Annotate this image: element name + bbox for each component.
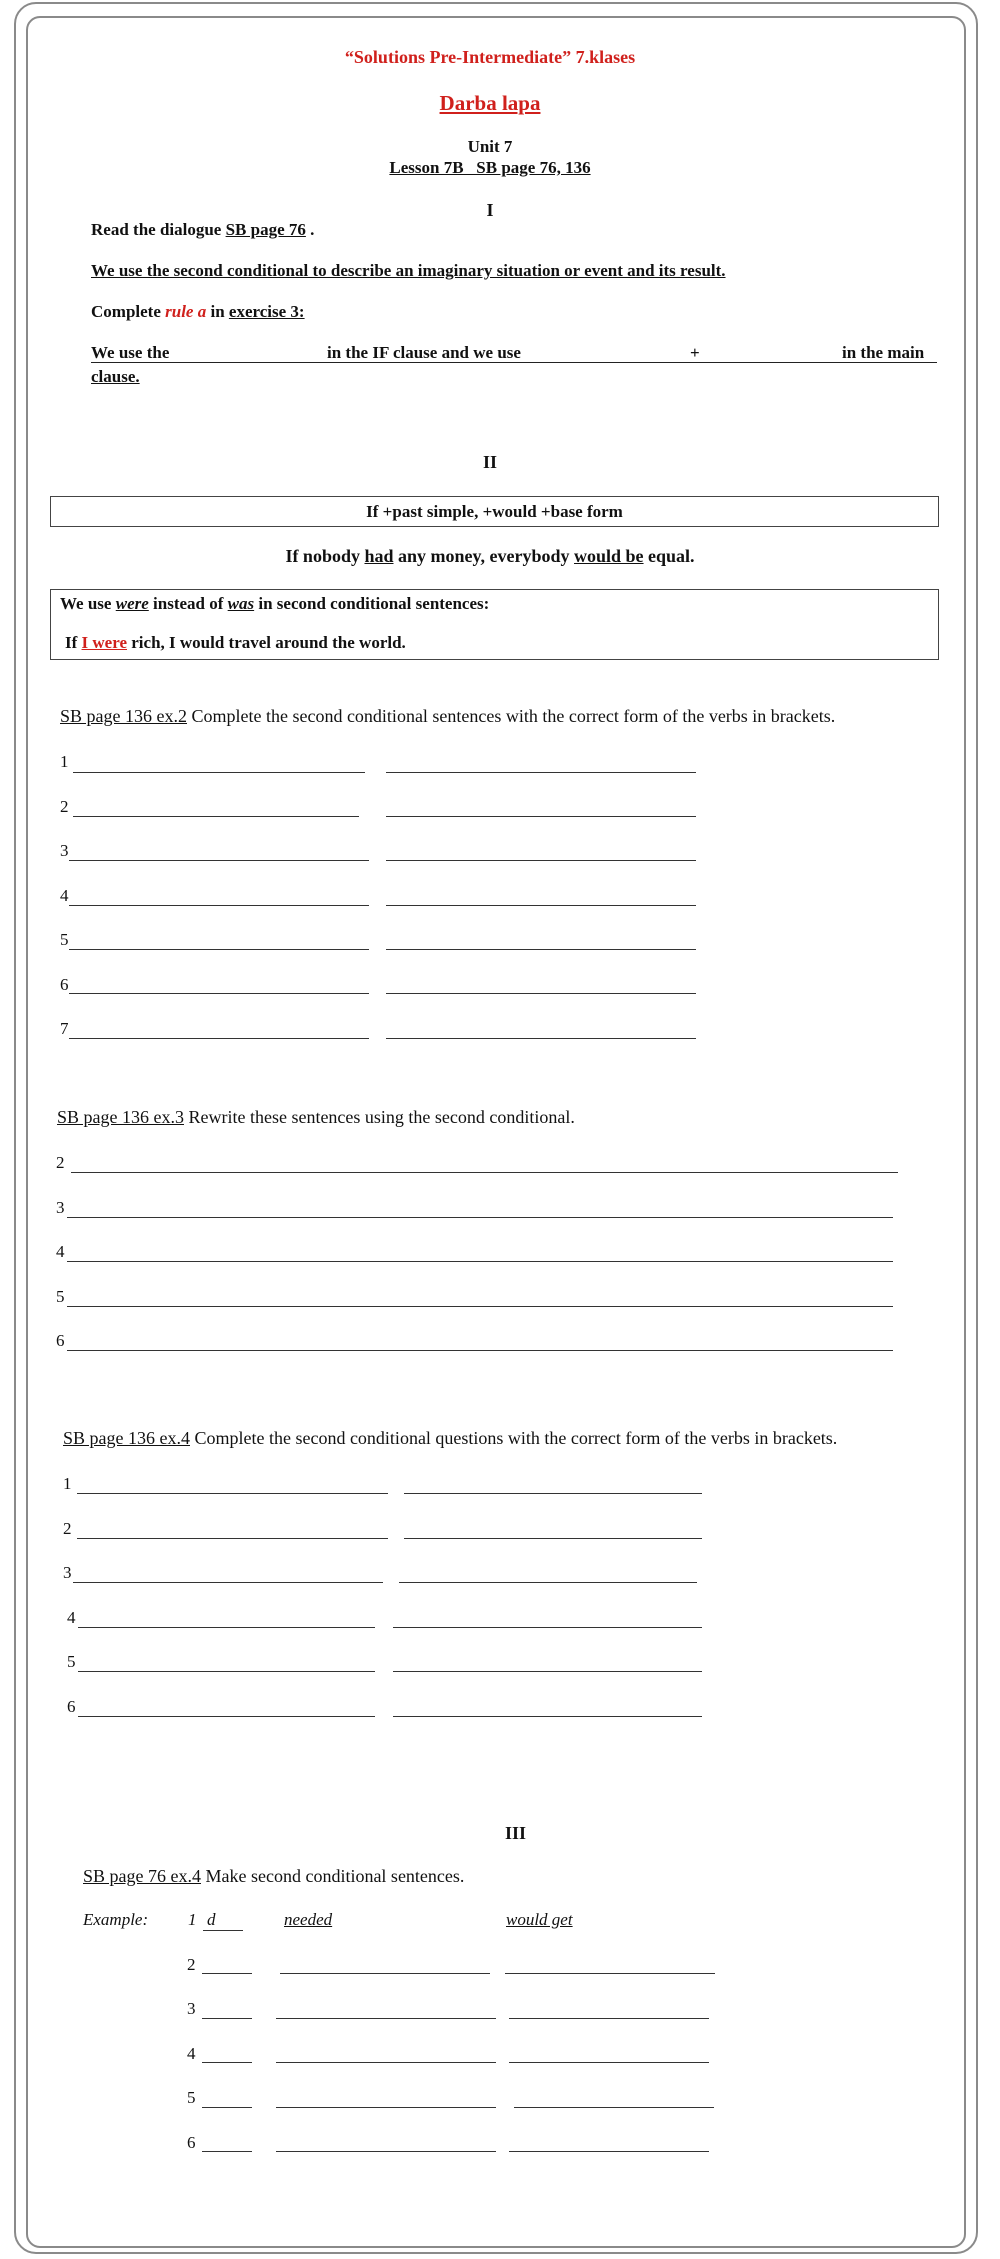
ex4-line-5b[interactable]	[393, 1671, 702, 1672]
ex3-instruction	[57, 1107, 575, 1128]
ex3-num-4: 4	[56, 1242, 65, 1261]
ex4-line-1a[interactable]	[77, 1493, 388, 1494]
ex2-num-7: 7	[60, 1019, 69, 1038]
ex2-num-2: 2	[60, 797, 69, 816]
ex4-line-3a[interactable]	[73, 1582, 383, 1583]
ex3-line-2[interactable]	[71, 1172, 898, 1173]
ex3-num-3: 3	[56, 1198, 65, 1217]
ex4-line-4a[interactable]	[78, 1627, 375, 1628]
note-prefix: We use	[60, 594, 116, 613]
ex4-line-4b[interactable]	[393, 1627, 702, 1628]
s3-line-2a[interactable]	[280, 1973, 490, 1974]
example-needed: needed	[284, 1910, 333, 1929]
s3-line-6b[interactable]	[509, 2151, 709, 2152]
example-letter: d	[207, 1910, 216, 1929]
sb-page-76-link[interactable]: SB page 76	[225, 220, 306, 239]
read-dialogue-text: Read the dialogue	[91, 220, 226, 239]
s3-letter-line-2[interactable]	[202, 1973, 252, 1974]
unit-label: Unit 7	[467, 137, 513, 156]
complete-text: Complete	[91, 302, 166, 321]
ex3-link[interactable]: SB page 136 ex.3	[57, 1107, 184, 1127]
ex2-instruction	[60, 706, 835, 727]
formula-text: If +past simple, +would +base form	[366, 502, 623, 521]
s3-num-2: 2	[187, 1955, 196, 1974]
ex2-text: Complete the second conditional sentences with the correct form of the verbs in brackets.	[186, 706, 836, 726]
s3-line-6a[interactable]	[276, 2151, 496, 2152]
note-ex-prefix: If	[65, 633, 82, 652]
ex2-line-2a[interactable]	[73, 816, 359, 817]
fill-part-1: We use the	[91, 343, 170, 362]
s3-letter-line-3[interactable]	[202, 2018, 252, 2019]
ex2-num-6: 6	[60, 975, 69, 994]
formula-box	[50, 496, 939, 527]
ex4-line-3b[interactable]	[399, 1582, 697, 1583]
fill-part-3: in the main	[842, 343, 925, 362]
ex2-line-2b[interactable]	[386, 816, 696, 817]
ex2-num-4: 4	[60, 886, 69, 905]
note-ex-suffix: rich, I would travel around the world.	[127, 633, 406, 652]
ex2-line-6a[interactable]	[69, 993, 369, 994]
s3-num-4: 4	[187, 2044, 196, 2063]
exercise-3-link[interactable]: exercise 3:	[228, 302, 305, 321]
s3-letter-line-6[interactable]	[202, 2151, 252, 2152]
ex-76-4-link[interactable]: SB page 76 ex.4	[83, 1866, 201, 1886]
s3-line-4a[interactable]	[276, 2062, 496, 2063]
note-suffix: in second conditional sentences:	[254, 594, 490, 613]
s3-line-3a[interactable]	[276, 2018, 496, 2019]
ex3-line-4[interactable]	[67, 1261, 893, 1262]
s3-num-6: 6	[187, 2133, 196, 2152]
ex2-line-1a[interactable]	[73, 772, 365, 773]
example-label: Example:	[83, 1910, 149, 1929]
ex4-num-4: 4	[67, 1608, 76, 1627]
ex4-link[interactable]: SB page 136 ex.4	[63, 1428, 190, 1448]
ex3-num-5: 5	[56, 1287, 65, 1306]
ex2-line-7b[interactable]	[386, 1038, 696, 1039]
ex2-line-4b[interactable]	[386, 905, 696, 906]
ex2-line-7a[interactable]	[69, 1038, 369, 1039]
section-1-numeral: I	[486, 200, 494, 220]
s3-line-4b[interactable]	[509, 2062, 709, 2063]
fill-part-2: in the IF clause and we use	[327, 343, 521, 362]
s3-line-2b[interactable]	[505, 1973, 715, 1974]
example-prefix: If nobody	[285, 546, 365, 566]
ex3-num-6: 6	[56, 1331, 65, 1350]
ex3-line-3[interactable]	[67, 1217, 893, 1218]
ex2-num-1: 1	[60, 752, 69, 771]
course-title: “Solutions Pre-Intermediate” 7.klases	[344, 47, 636, 67]
ex3-line-5[interactable]	[67, 1306, 893, 1307]
ex-76-4-text: Make second conditional sentences.	[200, 1866, 465, 1886]
were-note-line	[60, 594, 489, 614]
ex2-line-3b[interactable]	[386, 860, 696, 861]
ex2-line-6b[interactable]	[386, 993, 696, 994]
ex2-num-5: 5	[60, 930, 69, 949]
ex4-line-6b[interactable]	[393, 1716, 702, 1717]
example-would-get: would get	[506, 1910, 573, 1929]
s3-num-5: 5	[187, 2088, 196, 2107]
ex2-line-5b[interactable]	[386, 949, 696, 950]
ex4-line-5a[interactable]	[78, 1671, 375, 1672]
ex3-num-2: 2	[56, 1153, 65, 1172]
ex4-num-6: 6	[67, 1697, 76, 1716]
fill-part-4: clause.	[91, 367, 140, 386]
were-example-line	[65, 633, 406, 653]
s3-line-3b[interactable]	[509, 2018, 709, 2019]
ex4-num-5: 5	[67, 1652, 76, 1671]
note-mid: instead of	[148, 594, 228, 613]
note-was: was	[227, 594, 255, 613]
complete-in-text: in	[206, 302, 229, 321]
section-2-numeral: II	[482, 452, 497, 472]
ex2-line-5a[interactable]	[69, 949, 369, 950]
ex2-link[interactable]: SB page 136 ex.2	[60, 706, 187, 726]
ex4-instruction	[63, 1428, 837, 1449]
ex2-line-4a[interactable]	[69, 905, 369, 906]
ex3-line-6[interactable]	[67, 1350, 893, 1351]
example-letter-underline	[203, 1930, 243, 1931]
s3-num-3: 3	[187, 1999, 196, 2018]
section-3-numeral: III	[505, 1823, 527, 1843]
example-mid: any money, everybody	[393, 546, 575, 566]
fill-plus: +	[690, 343, 700, 362]
ex4-line-2a[interactable]	[77, 1538, 388, 1539]
formula-example	[0, 546, 980, 567]
example-number: 1	[188, 1910, 197, 1929]
ex4-line-6a[interactable]	[78, 1716, 375, 1717]
s3-letter-line-5[interactable]	[202, 2107, 252, 2108]
note-were: were	[115, 594, 149, 613]
s3-line-5b[interactable]	[514, 2107, 714, 2108]
complete-rule-line	[91, 302, 305, 322]
second-conditional-rule: We use the second conditional to describe an imaginary situation or event and its result.	[91, 261, 726, 280]
worksheet-title: Darba lapa	[439, 91, 541, 115]
ex2-line-1b[interactable]	[386, 772, 696, 773]
ex2-line-3a[interactable]	[69, 860, 369, 861]
ex4-num-3: 3	[63, 1563, 72, 1582]
ex2-num-3: 3	[60, 841, 69, 860]
example-would-be: would be	[574, 546, 644, 566]
read-dialogue-line	[91, 220, 314, 240]
note-ex-i-were: I were	[81, 633, 128, 652]
lesson-label: Lesson 7B SB page 76, 136	[389, 158, 591, 177]
ex4-line-1b[interactable]	[404, 1493, 702, 1494]
ex3-text: Rewrite these sentences using the second conditional.	[183, 1107, 575, 1127]
ex4-line-2b[interactable]	[404, 1538, 702, 1539]
s3-letter-line-4[interactable]	[202, 2062, 252, 2063]
rule-a-label: rule a	[165, 302, 207, 321]
ex-76-4-instruction	[83, 1866, 464, 1887]
read-dialogue-suffix: .	[305, 220, 315, 239]
were-note-box	[50, 589, 939, 660]
example-had: had	[364, 546, 394, 566]
ex4-num-2: 2	[63, 1519, 72, 1538]
ex4-num-1: 1	[63, 1474, 72, 1493]
s3-line-5a[interactable]	[276, 2107, 496, 2108]
ex4-text: Complete the second conditional questions with the correct form of the verbs in brackets.	[189, 1428, 838, 1448]
example-suffix: equal.	[643, 546, 695, 566]
